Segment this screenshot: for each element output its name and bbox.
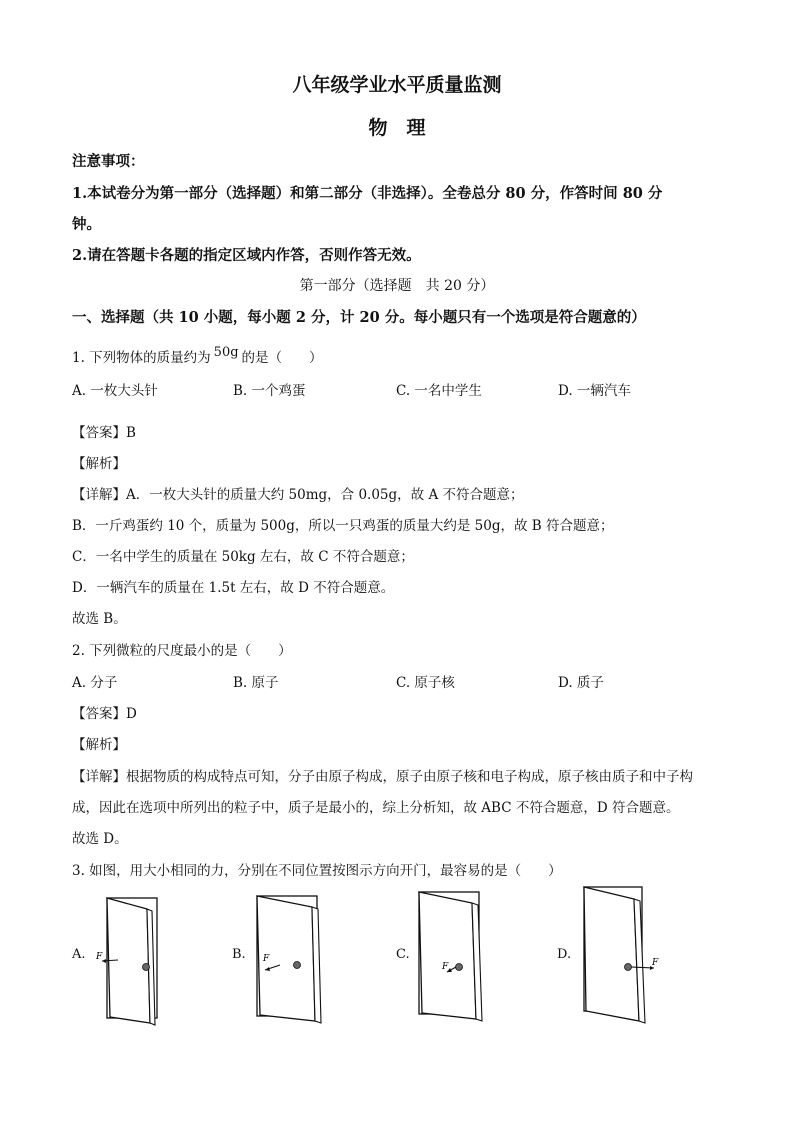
q1-stem — [72, 346, 323, 366]
q1-detail-line: B．一斤鸡蛋约 10 个，质量为 500g，所以一只鸡蛋的质量大约是 50g，故 B 符合题意； — [72, 518, 614, 534]
notes-item1-line1: 1.本试卷分为第一部分（选择题）和第二部分（非选择）。全卷总分 80 分，作答时间 80 分 — [72, 185, 663, 202]
q2-conclusion: 故选 D。 — [72, 831, 128, 847]
section-heading: 一、选择题（共 10 小题，每小题 2 分，计 20 分。每小题只有一个选项是符合题意的） — [72, 309, 646, 326]
exam-title: 八年级学业水平质量监测 — [292, 74, 502, 96]
q1-detail-line: D．一辆汽车的质量在 1.5t 左右，故 D 不符合题意。 — [72, 580, 395, 596]
q3-label-b: B. — [232, 947, 246, 962]
q2-option-c: C. 原子核 — [396, 675, 455, 691]
q1-answer: 【答案】B — [72, 425, 136, 441]
subject-title: 物 理 — [368, 117, 426, 139]
q2-option-d: D. 质子 — [558, 675, 604, 691]
door-figure-d — [576, 883, 666, 1028]
force-label: F — [652, 958, 659, 968]
q1-detail-line: C．一名中学生的质量在 50kg 左右，故 C 不符合题意； — [72, 549, 414, 565]
q1-option-d: D. 一辆汽车 — [558, 383, 631, 399]
force-label: F — [96, 952, 103, 962]
q3-stem: 3. 如图，用大小相同的力，分别在不同位置按图示方向开门，最容易的是（ ） — [72, 863, 562, 879]
force-label: F — [442, 962, 449, 972]
notes-item1-line2: 钟。 — [72, 216, 101, 233]
q1-conclusion: 故选 B。 — [72, 611, 127, 627]
door-figure-b — [252, 893, 332, 1028]
q1-stem-post: 的是（ ） — [241, 350, 323, 366]
force-label: F — [263, 954, 270, 964]
q1-stem-pre: 1. 下列物体的质量约为 — [72, 350, 211, 366]
part1-heading: 第一部分（选择题 共 20 分） — [299, 278, 495, 294]
q2-detail-line2: 成，因此在选项中所列出的粒子中，质子是最小的，综上分析知，故 ABC 不符合题意，D 符合题意。 — [72, 800, 680, 816]
q2-detail-line1: 【详解】根据物质的构成特点可知，分子由原子构成，原子由原子核和电子构成，原子核由质子和中子构 — [72, 769, 693, 785]
door-figure-c — [414, 889, 494, 1024]
q2-stem: 2. 下列微粒的尺度最小的是（ ） — [72, 643, 292, 659]
q3-label-d: D. — [557, 947, 572, 962]
q1-detail-line: 【详解】A．一枚大头针的质量大约 50mg，合 0.05g，故 A 不符合题意； — [72, 487, 524, 503]
q1-option-a: A. 一枚大头针 — [72, 383, 158, 399]
q1-analysis: 【解析】 — [72, 456, 126, 472]
q3-label-a: A. — [72, 947, 86, 962]
q3-label-c: C. — [396, 947, 410, 962]
q1-option-c: C. 一名中学生 — [396, 383, 482, 399]
q2-answer: 【答案】D — [72, 706, 137, 722]
notes-heading: 注意事项： — [72, 153, 145, 170]
door-figure-a — [92, 893, 172, 1028]
q2-analysis: 【解析】 — [72, 737, 126, 753]
q2-option-b: B. 原子 — [233, 675, 279, 691]
notes-item2: 2.请在答题卡各题的指定区域内作答，否则作答无效。 — [72, 247, 421, 264]
q1-stem-mass: 50g — [213, 345, 239, 360]
q1-option-b: B. 一个鸡蛋 — [233, 383, 306, 399]
q2-option-a: A. 分子 — [72, 675, 118, 691]
